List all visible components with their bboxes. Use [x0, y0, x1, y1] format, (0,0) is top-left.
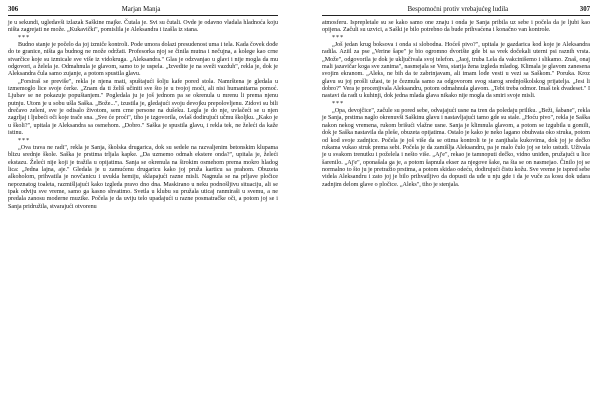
- running-head: Marjan Manja: [121, 6, 161, 13]
- right-page-body: [322, 20, 590, 189]
- scene-separator: ***: [18, 137, 31, 144]
- paragraph: „Ova trava ne radi", rekla je Sanja, školska drugarica, dok su sedele na razvaljenim betonskim klupama blizu srednje škole. Saška je prstima trljala kapke. „Da uzmemo odmah ekstere onda?", upitala je, želeći ekstazu. Želeći nije koji je tražila u opijatima. Sanja se okrenula na širokim osmehom prema mokro hladog lica: „Jedna lajna, aje." Gledala je u zamućenu drugaricu kako joj pruža karticu sa prahom. Obuzeta alkoholom, prihvatila je novčanicu i uvukla hemiju, sklapajući razne misli. Nagnula se na prljave pločice nepoznatog toaleta, razmišljajući kako izgleda pravo dno dna. Maskirano u neku podnošljivu situaciju, ali se ipak odviju sve vreme, samo ga kasno shvatimo. Svetla u klubu su pružala uticaj ranmiraši u svemu, a ne predala zanosu moderne muzike. Počela je da uviju telo upadajući u razne posmatračke oči, a potom joj se i Sanja pridružila, stvarajući otvorenu: [8, 144, 278, 210]
- paragraph: „Opa, devojčice", začule su pored sebe, odvajajući usne na tren da poledaju priliku. „Beži, šabane", rekla je Sanja, prstima naglo okrenuvši Saškinu glavu i nastavljajući tamo gde su stale. „Hoću pivo", rekla je Saška nakon nekog vremena, rukom brišući vlažne usne. Sanja je klimnula glavom, a potom se izgubila u gomili, dok je Saška nastavila da pleše, obuzeta opijatima. Ostalo je kako je neko lagano obuhvata oko struka, potom od kod svoje zadnjice. Počela je još više da se otima kontroli te je zanjihala kukovima, dok joj je dečko rukama vukao struk prema sebi. Počela je da zamišlja Aleksandru, pa je malo čulo joj se telo ustudi. Uživala je u svakom trenutku i poželela i nešto više. „Aj'e", rekao je tamnoputi dečko, vidno uniđen, pružajući u lice šarenilo. „Aj'e", oponašala ga je, a potom šapnula ekser za njegove šake, na šta se on nasmejao. Činilo joj se normalno to što ju je pretražio prstima, a potom skidao odeću, dodirujući čistu kožu. Sve vreme je ispred sebe videla Aleksandru i zato joj je bilo prihvatljivo da dopusti da uđe u nju gde i da je vuče za kosu dok udara zadnjim delom glave o pločice. „Aleks", tiho je stenjala.: [322, 108, 590, 188]
- scene-separator: ***: [332, 100, 345, 107]
- paragraph: je u sekundi, ugledavši izlazak Saškine majke. Čutala je. Svi su čutali. Ovde je odavno vladala hladnoća koju ništa zagrejati ne može. „Kukavički", pomislila je Aleksandra i izašla iz stana.: [8, 20, 278, 34]
- left-page-header: [8, 6, 278, 16]
- scene-separator: ***: [18, 34, 31, 41]
- paragraph: „Još jedan krug boksova i onda si slobodna. Hoćeš pivo?", upitala je gazdarica kod koje je Aleksandra radila. Aziil za pse „Verine šape" je bio ogromno dvorište gde bi sa vrek dočekali uterni psi raznih vrsta. „Može", odgovorila je dok je uključivala svoj telefon. „Jaoj, truba Lela da vakcinišemo i slikamo. Znaš, onaj mali jazavičar koga sve zanima", nasmejala se Vera, starija žena izgleda mladog. Klimala je glavom zanesena svojim ekranom. „Aleks, ne bih da te zabrinjavam, ali imam lođe vesti u vezi sa Saškom." Poruka. Kroz glavu su joj prošli užasi, te je čezmula samo za odgovorom svog starog srednjoškolskog prijatelja. „Jesi li dobro?" Vera je procenjivala Aleksandru, potom odmahnula glavom. „Tebi treba odmor. Imaš tek dvadeset." I nastavi da radi u kuhinji, dok jedna mlada glava nikako nije mogla da smiri svoje misli.: [322, 42, 590, 100]
- left-page-body: [8, 20, 278, 211]
- paragraph: „Forsiraš se previše", rekla je njena mati, spuštajući šolju kafe pored stola. Namrštena je gledala u izmemoglo lice svoje ćerke. „Znam da ti želiš učiniti sve što je u tvojoj moći, ali nisi humanitarna pomoć. Ljubav se ne pokazuje popuštanjem." Pogledala ju je još jednom pa se okrenula u mrenu li prema njenu putnju. Utom je u sobu ušla Saška. „Bože...", izustila je, gledajući svoju devojku prepolovljenu. Zidovi su bili drečavo zeleni, sve je odisalo životom, sem crne persone na dušeku. Legla je do nje, uvlačeći se u njen zagrljaj i ljubeći oči koje trače sna. „Sve će proći", tiho je izgovorila, ovlaš dodirujući učmu školjku. „Kako je u školi?", upitala je Aleksandra sa osmehom. „Dobro." Saška je spustila glavu, i rekla tek, ne želeći da kaže istinu.: [8, 78, 278, 137]
- scene-separator: ***: [332, 34, 345, 41]
- left-page: [0, 0, 286, 419]
- paragraph: atmosferu. Isprepletale su se kako samo one znaju i onda je Sanja pribila uz sebe i počela da je ljubi kao opijena. Začuli su uzvici, a Saški je bilo potrebno da bude prihvaćena i konačno van kontrole.: [322, 20, 590, 34]
- running-head: Bespomoćni protiv vrebajućeg ludila: [407, 6, 509, 13]
- page-number: 306: [8, 6, 19, 13]
- paragraph: Budno stanje je počelo da joj izmiče kontroli. Pode umora dolazi presudenost uma i tela. Kada čovek dođe do te granice, ništa ga budnog ne može održati. Profesorka njoj se činila mutna i nečujna, a kolege kao crne stvarčice koje su izmicale sve više iz vidokruga. „Aleksandra." Glas je odzvanjao u glavi i nije mogla da mu odgovori, a želela je. Odmahnula je glavom, samo to je uspela. „Izvedite je na sveži vazduh", rekla je, dok je Aleksandra čula samo zujanje, a potom spustila glavu.: [8, 42, 278, 78]
- page-number: 307: [579, 6, 590, 13]
- right-page: [314, 0, 600, 419]
- right-page-header: [322, 6, 590, 16]
